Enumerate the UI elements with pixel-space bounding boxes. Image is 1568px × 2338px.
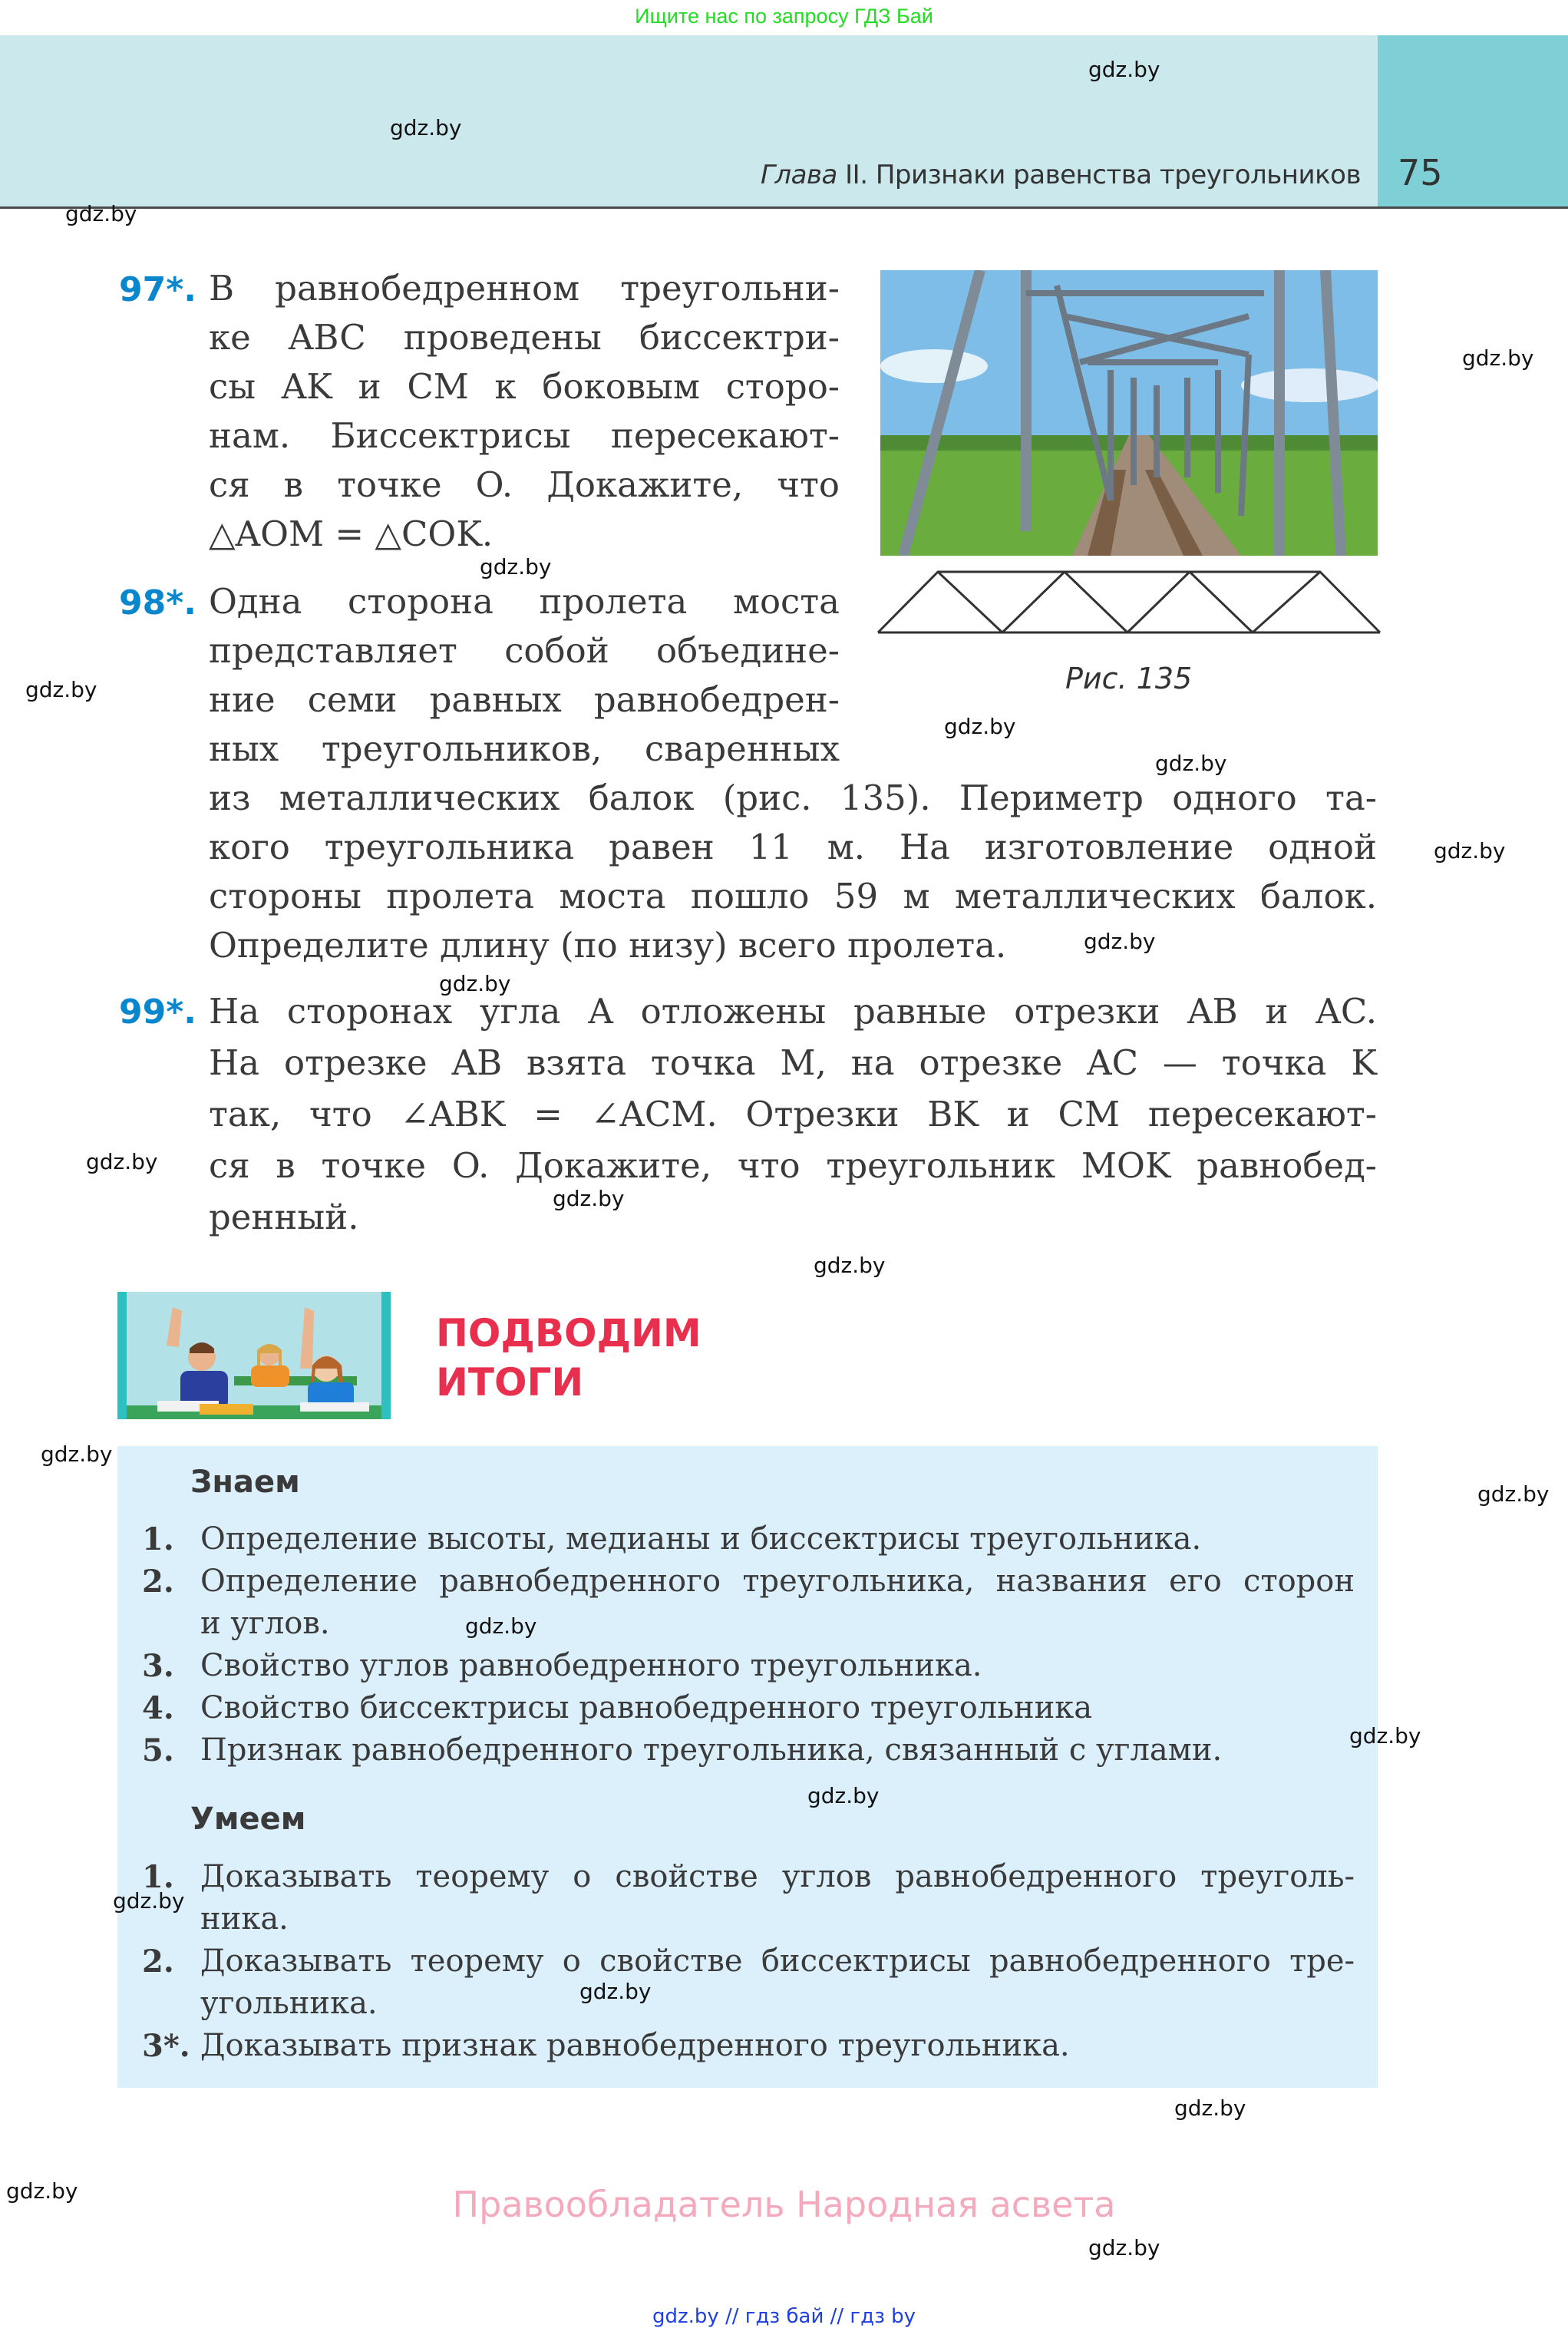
- exercise-line: ке ABC проведены биссектри-: [209, 317, 840, 358]
- item-number: 2.: [142, 1564, 174, 1600]
- footer-links[interactable]: gdz.by // гдз бай // гдз by: [652, 2305, 916, 2328]
- summary-title: [436, 1309, 701, 1407]
- know-item: [142, 1645, 1355, 1687]
- chapter-title: [761, 160, 1361, 190]
- watermark: gdz.by: [814, 1253, 886, 1278]
- summary-title-line2: ИТОГИ: [436, 1360, 584, 1405]
- search-banner: Ищите нас по запросу ГДЗ Бай: [635, 5, 933, 28]
- item-number: 4.: [142, 1690, 174, 1726]
- item-number: 1.: [142, 1859, 174, 1895]
- truss-diagram: [875, 568, 1383, 637]
- watermark: gdz.by: [439, 971, 511, 996]
- exercise-99-text: [209, 986, 1377, 1243]
- watermark: gdz.by: [65, 201, 137, 226]
- item-text: Признак равнобедренного треугольника, связанный с углами.: [200, 1732, 1223, 1768]
- classroom-illustration: [127, 1292, 381, 1419]
- watermark: gdz.by: [1349, 1723, 1421, 1749]
- watermark: gdz.by: [944, 714, 1016, 739]
- exercise-line: так, что ∠ABK = ∠ACM. Отрезки BK и CM пересекают-: [209, 1094, 1377, 1134]
- watermark: gdz.by: [465, 1613, 537, 1639]
- bridge-photo: [880, 270, 1378, 556]
- can-item: [142, 2025, 1355, 2067]
- item-text: угольника.: [200, 1986, 378, 2021]
- item-text: Доказывать теорему о свойстве углов равнобедренного треуголь-: [200, 1859, 1355, 1894]
- watermark: gdz.by: [807, 1783, 880, 1808]
- exercise-98-text-wrapped: [209, 577, 840, 774]
- exercise-line: △AOM = △COK.: [209, 514, 494, 554]
- watermark: gdz.by: [25, 677, 97, 702]
- watermark: gdz.by: [41, 1441, 113, 1467]
- item-text: ника.: [200, 1901, 289, 1937]
- exercise-line: На отрезке AB взята точка M, на отрезке AC — точка K: [209, 1042, 1377, 1083]
- header-rule: [0, 206, 1568, 209]
- watermark: gdz.by: [1174, 2095, 1246, 2121]
- know-item: [142, 1560, 1355, 1645]
- know-heading: Знаем: [190, 1465, 300, 1500]
- watermark: gdz.by: [86, 1149, 158, 1174]
- item-number: 2.: [142, 1943, 174, 1980]
- know-item: [142, 1687, 1355, 1729]
- exercise-line: ся в точке O. Докажите, что треугольник MOK равнобед-: [209, 1145, 1377, 1186]
- chapter-label: Глава: [760, 160, 837, 190]
- exercise-98-text-full: [209, 774, 1377, 970]
- exercise-line: стороны пролета моста пошло 59 м металлических балок.: [209, 876, 1377, 916]
- exercise-line: Определите длину (по низу) всего пролета.: [209, 925, 1007, 966]
- watermark: gdz.by: [1462, 345, 1534, 371]
- watermark: gdz.by: [1088, 2235, 1160, 2260]
- item-number: 1.: [142, 1521, 174, 1557]
- exercise-number-97: 97*.: [119, 270, 196, 309]
- exercise-line: нам. Биссектрисы пересекают-: [209, 415, 840, 456]
- exercise-line: ние семи равных равнобедрен-: [209, 679, 840, 720]
- copyright-notice: Правообладатель Народная асвета: [452, 2184, 1116, 2225]
- chapter-name: II. Признаки равенства треугольников: [837, 160, 1361, 190]
- can-item: [142, 1940, 1355, 2025]
- exercise-line: представляет собой объедине-: [209, 630, 840, 671]
- exercise-line: сы AK и CM к боковым сторо-: [209, 366, 840, 407]
- watermark: gdz.by: [480, 554, 552, 580]
- exercise-line: ся в точке O. Докажите, что: [209, 464, 840, 505]
- bridge-illustration: [880, 270, 1378, 556]
- classroom-picture: [117, 1292, 391, 1419]
- item-text: Доказывать признак равнобедренного треугольника.: [200, 2028, 1070, 2063]
- watermark: gdz.by: [1088, 57, 1160, 82]
- item-text: Определение высоты, медианы и биссектрисы треугольника.: [200, 1521, 1202, 1557]
- item-text: Свойство углов равнобедренного треугольника.: [200, 1648, 982, 1683]
- watermark: gdz.by: [6, 2178, 78, 2204]
- figure-caption: Рис. 135: [1065, 662, 1193, 695]
- watermark: gdz.by: [390, 115, 462, 140]
- exercise-line: ренный.: [209, 1197, 359, 1237]
- exercise-number-98: 98*.: [119, 583, 196, 622]
- exercise-line: В равнобедренном треугольни-: [209, 268, 840, 309]
- exercise-number-99: 99*.: [119, 992, 196, 1032]
- know-item: [142, 1518, 1355, 1560]
- exercise-line: из металлических балок (рис. 135). Периметр одного та-: [209, 778, 1377, 818]
- watermark: gdz.by: [113, 1888, 185, 1914]
- exercise-line: ных треугольников, сваренных: [209, 728, 840, 769]
- summary-title-line1: ПОДВОДИМ: [436, 1311, 701, 1356]
- watermark: gdz.by: [579, 1979, 652, 2004]
- can-item: [142, 1856, 1355, 1940]
- watermark: gdz.by: [553, 1186, 625, 1211]
- watermark: gdz.by: [1084, 929, 1156, 954]
- watermark: gdz.by: [1155, 751, 1227, 776]
- item-number: 3*.: [142, 2028, 190, 2064]
- item-text: и углов.: [200, 1606, 330, 1641]
- exercise-line: Одна сторона пролета моста: [209, 581, 840, 622]
- watermark: gdz.by: [1477, 1481, 1550, 1507]
- item-number: 3.: [142, 1648, 174, 1684]
- exercise-line: кого треугольника равен 11 м. На изготовление одной: [209, 827, 1377, 867]
- exercise-line: На сторонах угла A отложены равные отрезки AB и AC.: [209, 991, 1377, 1032]
- item-text: Доказывать теорему о свойстве биссектрисы равнобедренного тре-: [200, 1943, 1355, 1979]
- page-number: 75: [1398, 152, 1443, 193]
- item-text: Свойство биссектрисы равнобедренного треугольника: [200, 1690, 1093, 1725]
- item-number: 5.: [142, 1732, 174, 1768]
- know-item: [142, 1729, 1355, 1772]
- item-text: Определение равнобедренного треугольника, названия его сторон: [200, 1564, 1355, 1599]
- can-heading: Умеем: [190, 1801, 306, 1837]
- exercise-97-text: [209, 264, 840, 559]
- watermark: gdz.by: [1434, 838, 1506, 864]
